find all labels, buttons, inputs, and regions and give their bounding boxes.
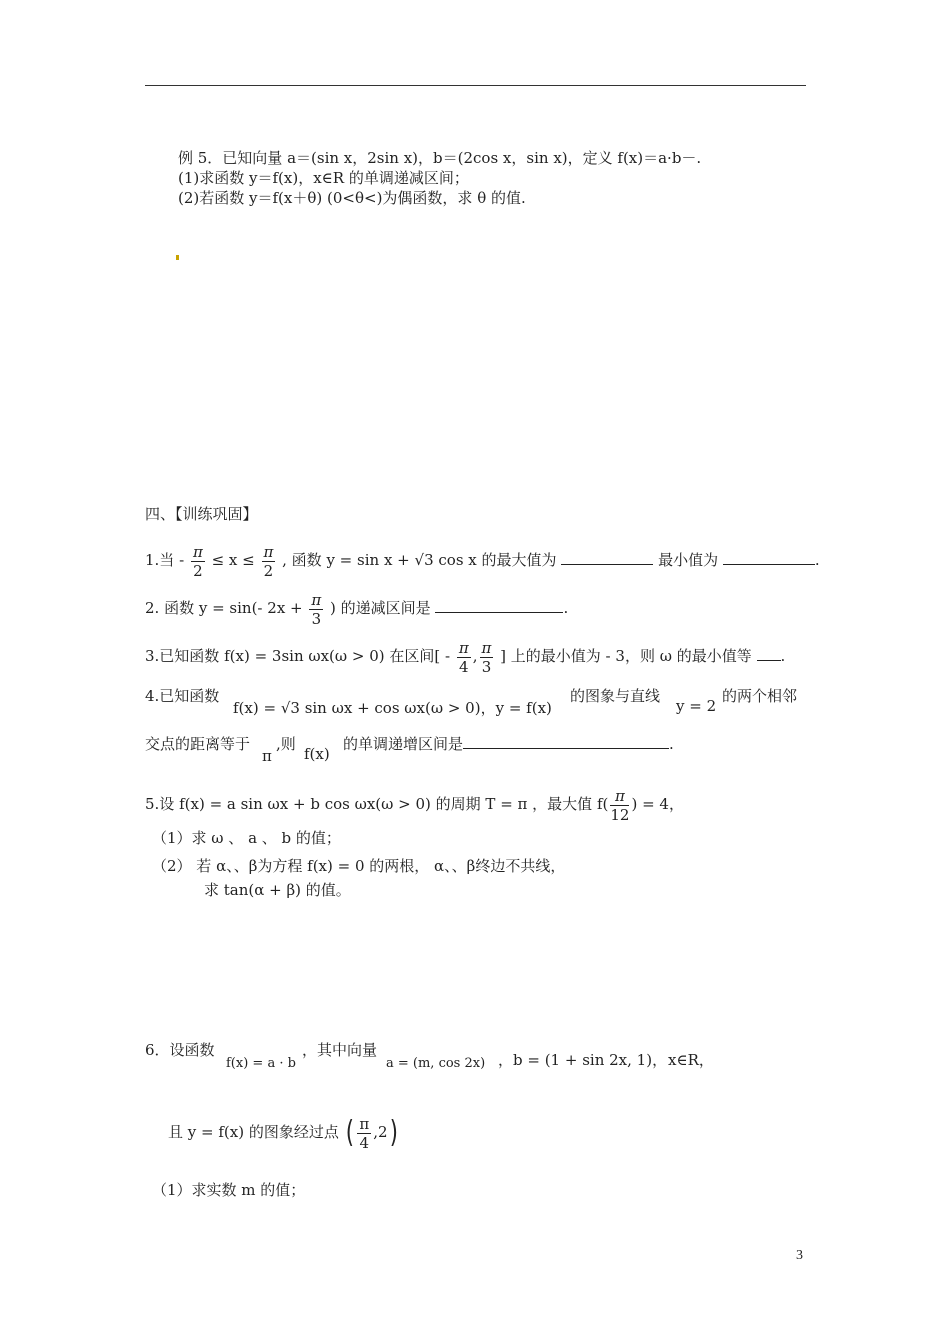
question-5-sub2b: 求 tan(α + β) 的值。 <box>204 881 351 899</box>
question-6-line2: 且 y = f(x) 的图象经过点 ( $\frac{\pi}{4}$ ,2) <box>168 1114 398 1152</box>
question-4-text6: 的单调递增区间是 . <box>343 735 674 753</box>
example5-line2: (1)求函数 y＝f(x)，x∈R 的单调递减区间； <box>178 169 469 187</box>
question-5-sub2: （2） 若 α、、β为方程 f(x) = 0 的两根， α、、β终边不共线， <box>152 857 566 875</box>
question-6-vec-b: ，b = (1 + sin 2x, 1)， <box>498 1051 668 1069</box>
question-6-func: f(x) = a · b <box>226 1056 296 1071</box>
right-paren-icon: ) <box>389 1115 398 1150</box>
question-4-text2: 的图象与直线 <box>570 687 661 705</box>
example5-line1: 例 5．已知向量 a＝(sin x，2sin x)，b＝(2cos x，sin x)，定义 f(x)＝a·b－. <box>178 149 702 167</box>
answer-blank-q4[interactable] <box>463 734 669 749</box>
example5-line3: (2)若函数 y＝f(x＋θ) (0<θ<)为偶函数，求 θ 的值. <box>178 189 526 207</box>
question-4-fx: f(x) <box>304 745 330 763</box>
question-6-label: 6．设函数 <box>145 1041 215 1059</box>
question-4-line1: 4.已知函数 <box>145 687 220 705</box>
question-5-sub1: （1）求 ω 、 a 、 b 的值； <box>152 829 341 847</box>
page-number: 3 <box>796 1248 803 1263</box>
fraction-pi-over-4: $\frac{\pi}{4}$ <box>359 1114 370 1152</box>
question-1: 1.当 - $\frac{\pi}{2}$ ≤ x ≤ $\frac{\pi}{2}$ , 函数 y = sin x + √3 cos x 的最大值为 最小值为 . <box>145 542 820 580</box>
question-4-pi: π <box>262 747 272 765</box>
answer-blank-max[interactable] <box>561 550 653 565</box>
answer-blank-min[interactable] <box>723 550 815 565</box>
question-4-line2: 交点的距离等于 <box>145 735 251 753</box>
question-2: 2. 函数 y = sin(- 2x + $\frac{\pi}{3}$ ) 的递减区间是 . <box>145 590 569 628</box>
question-4-line: y = 2 <box>676 697 717 715</box>
question-4-then: ,则 <box>276 735 296 753</box>
answer-blank-q3[interactable] <box>757 646 781 661</box>
question-3: 3.已知函数 f(x) = 3sin ωx(ω > 0) 在区间[ - $\frac{\pi}{4}$ , $\frac{\pi}{3}$ ] 上的最小值为 - 3，则 ω 的最小值等 . <box>145 638 786 676</box>
question-6-sub1: （1）求实数 m 的值； <box>152 1181 306 1199</box>
fraction-pi-over-4: $\frac{\pi}{4}$ <box>458 638 469 676</box>
header-rule <box>145 85 806 86</box>
question-6-vec-a: a = (m, cos 2x) <box>386 1056 486 1071</box>
section-title: 四、【训练巩固】 <box>145 505 258 523</box>
marker-dot <box>176 255 179 260</box>
fraction-pi-over-2: $\frac{\pi}{2}$ <box>192 542 203 580</box>
question-6-domain: x∈R， <box>668 1051 714 1069</box>
fraction-pi-over-3: $\frac{\pi}{3}$ <box>311 590 322 628</box>
fraction-pi-over-2b: $\frac{\pi}{2}$ <box>263 542 274 580</box>
answer-blank-q2[interactable] <box>435 598 563 613</box>
question-6-text2: ，其中向量 <box>302 1041 378 1059</box>
question-4-text3: 的两个相邻 <box>722 687 798 705</box>
question-5: 5.设 f(x) = a sin ωx + b cos ωx(ω > 0) 的周期 T = π ，最大值 f( $\frac{\pi}{12}$ ) = 4， <box>145 786 684 824</box>
left-paren-icon: ( <box>345 1115 354 1150</box>
fraction-pi-over-12: $\frac{\pi}{12}$ <box>610 786 630 824</box>
question-4-func: f(x) = √3 sin ωx + cos ωx(ω > 0)，y = f(x) <box>233 699 552 717</box>
fraction-pi-over-3: $\frac{\pi}{3}$ <box>481 638 492 676</box>
